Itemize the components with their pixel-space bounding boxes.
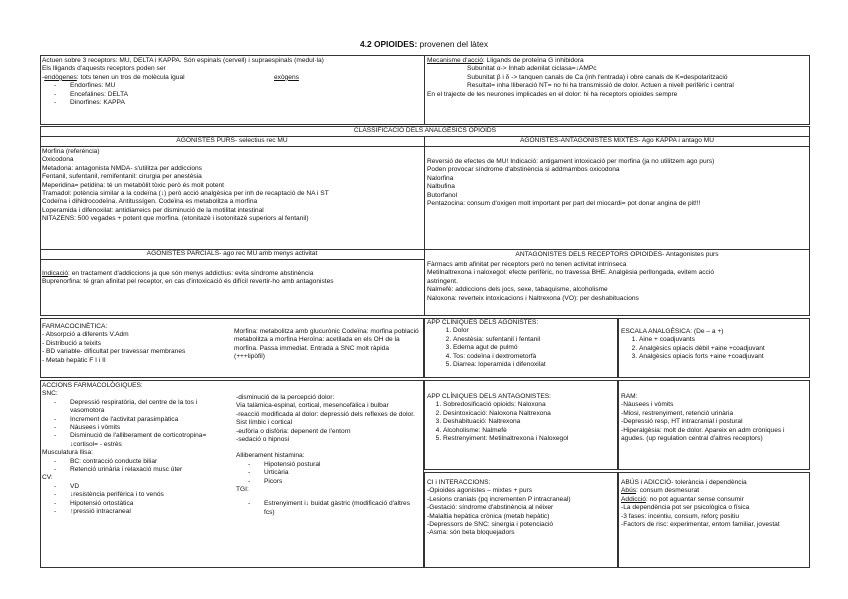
- purs-header: AGONISTES PURS- selectius rec MU: [176, 137, 288, 144]
- list-item: - Retenció urinària i relaxació musc úter: [42, 466, 234, 474]
- list-item: - BD variable- dificultat per travessar membranes: [42, 348, 186, 356]
- exo-label: exògens: [274, 73, 299, 81]
- list-item: - Urticària: [236, 469, 420, 477]
- mechanism-label: Mecanisme d'acció: [427, 57, 483, 64]
- mech-line: Subunitat β i δ -> tanquen canals de Ca (inh l'entrada) i obre canals de K=despolarització: [467, 73, 728, 81]
- divider: [40, 146, 424, 147]
- divider: [424, 146, 810, 147]
- list-item: -Lesions cranials (pq incrementen P intracraneal): [427, 495, 571, 503]
- list-item: - Dinorfines: KAPPA: [42, 99, 422, 107]
- divider: [424, 136, 425, 316]
- list-item: - Hipotensió ortostàtica: [42, 500, 234, 508]
- list-item: astringent.: [427, 277, 458, 285]
- list-item: - Hipotensió postural: [236, 461, 420, 469]
- list-item: -La dependència pot ser psicològica o física: [621, 504, 750, 512]
- list-item: -Depressió resp, HT intracranial i postural: [621, 418, 743, 426]
- intro-line1: Actuen sobre 3 receptors: MU, DELTA i KAPPA. Són espinals (cervell) i supraespinals (medul·la): [42, 57, 324, 64]
- classification-header: CLASSIFICACIÓ DELS ANALGÈSICS OPIOIDS: [353, 127, 497, 134]
- indication-label: Indicació: [42, 270, 69, 277]
- antagonistes-list: [427, 261, 807, 303]
- list-item: 2. Desintoxicació: Naloxona Naltrexona: [443, 410, 617, 418]
- addiccio-label: Addicció: [621, 495, 646, 503]
- intro-right: [427, 57, 807, 99]
- mixtes-header: AGONISTES-ANTAGONISTES MIXTES- Ago KAPPA i antago MU: [520, 137, 714, 144]
- item-text: Absorpció a diferents V.Adm: [45, 331, 129, 339]
- intro-left: [42, 57, 422, 107]
- list-item: - Encefalines: DELTA: [42, 91, 422, 99]
- list-item: -Miosi, restrenyiment, retenció urinària: [621, 409, 734, 417]
- item-text: Distribució a teixits: [46, 339, 101, 347]
- list-item: -Gestació: síndrome d'abstinència al néixer: [427, 504, 554, 512]
- item-text: BD variable- dificultat per travessar membranes: [46, 348, 186, 356]
- parcials-line2: Buprenorfina: té gran afinitat pel receptor, en cas d'intoxicació és difícil revertir-ho amb antagonistes: [42, 278, 334, 286]
- list-item: - BC: contracció conducte biliar: [42, 458, 234, 466]
- page-title-rest: provenen del làtex: [417, 39, 489, 49]
- list-item: - Absorpció a diferents V.Adm: [42, 331, 129, 339]
- list-item: -Nàusees i vòmits: [621, 401, 674, 409]
- list-item: 3. Deshabituació: Naltrexona: [443, 418, 617, 426]
- accions-title: ACCIONS FARMACOLÒGIQUES:: [42, 382, 143, 389]
- mid-line: -sedació o hipnosi: [236, 436, 290, 444]
- tgi-list: [236, 494, 420, 517]
- list-item: -Hiperalgèsia: molt de dolor. Apareix en adm cròniques i agudes. (up regulation central d'altres receptors): [621, 426, 785, 443]
- list-item: -Opioides agonistes – mixtes + purs: [427, 487, 533, 495]
- list-item: 1. Dolor: [453, 327, 617, 335]
- list-item: 2. Anestèsia: sufentanil i fentanil: [453, 336, 617, 344]
- mixtes-list: [427, 158, 807, 208]
- endo-rest: : tots tenen un tros de molècula igual: [76, 73, 185, 81]
- list-item: Nalbufina: [427, 183, 455, 191]
- list-item: Metilnaltrexona i naloxegol: efecte perifèric, no travessa BHE. Analgèsia perllongada, evitem acció: [427, 269, 714, 277]
- list-item: Pentazocina: consum d'oxigen molt important per part del miocardi= pot donar angina de pit!!!: [427, 200, 701, 208]
- hist-label: Alliberament histamina:: [236, 452, 305, 460]
- list-item: -Asma: són beta bloquejadors: [427, 529, 515, 537]
- cv-list: [42, 483, 234, 517]
- parcials-text: [42, 270, 422, 287]
- list-item: -Depressors de SNC: sinergia i potenciació: [427, 521, 554, 529]
- list-item: Morfina (referència): [42, 148, 100, 155]
- ram-title: RAM:: [621, 393, 638, 400]
- intro-endo-line: -endògenes: tots tenen un tros de molècula igual exògens: [42, 73, 299, 81]
- list-item: - ↑pressió intracraneal: [42, 508, 234, 516]
- divider: [40, 259, 424, 260]
- abus: [621, 479, 807, 529]
- list-item: Nalorfina: [427, 174, 454, 182]
- list-item: 3. Edema agut de pulmó: [453, 344, 617, 352]
- endo-label: endògenes: [44, 73, 77, 81]
- app-agonistes-title: APP CLÍNIQUES DELS AGONISTES:: [427, 319, 539, 326]
- mech-line: Resultat= inha lliberació NT= no hi ha transmissió de dolor. Actuen a nivell perifèric i central: [467, 82, 734, 90]
- list-item: 5. Restrenyiment: Metilnaltrexona i Naloxegol: [443, 435, 617, 443]
- mechanism-rest: : Lligands de proteïna G inhibidora: [482, 57, 584, 64]
- list-item: -3 fases: incentiu, consum, reforç positiu: [621, 512, 740, 520]
- list-item: 5. Diarrea: loperamida i difenoxilat: [453, 361, 617, 369]
- addiccio-line: [621, 496, 807, 504]
- list-item: - Distribució a teixits: [42, 339, 101, 347]
- list-item: Nalmefè: addiccions dels jocs, sexe, tabaquisme, alcoholisme: [427, 286, 608, 294]
- mech-last: En el trajecte de les neurones implicades en el dolor: hi ha receptors opioides sempre: [427, 90, 678, 98]
- list-item: Naloxona: reverteix intoxicacions i Naltrexona (VO): per deshabituacions: [427, 294, 639, 302]
- ci: [427, 479, 617, 538]
- mid-line: -reacció modificada al dolor: depressió dels reflexes de dolor. Sist límbic i cortical: [236, 410, 415, 427]
- list-item: Fentanil, sufentanil, remifentanil: cirurgia per anestèsia: [42, 173, 202, 181]
- page-title-bold: 4.2 OPIOIDES:: [359, 39, 418, 49]
- ci-title: CI i INTERACCIONS:: [427, 479, 491, 486]
- intro-divider: [424, 55, 425, 125]
- farmacocinetica-right: Morfina: metabolitza amb glucurònic Codeïna: morfina població metabolitza a morfina Heroïna: acetilada en els OH de la morfina. Passa immediat. Entrada a SNC molt ràpida (+++lipòfil): [234, 328, 419, 361]
- list-item: - Metab hepàtic F I i II: [42, 356, 106, 364]
- ram: [621, 393, 807, 443]
- snc-label: SNC:: [42, 390, 58, 398]
- list-item: Poden provocar síndrome d'abstinència si addmambos oxicodona: [427, 166, 620, 174]
- abus-line: [621, 487, 807, 495]
- mechanism-line: [427, 57, 807, 65]
- app-agonistes-list: [427, 327, 617, 369]
- item-text: Metab hepàtic F I i II: [46, 356, 106, 364]
- app-antagonistes-title: APP CLÍNIQUES DELS ANTAGONISTES:: [427, 393, 551, 400]
- list-item: - ↓resistència perifèrica i to venós: [42, 491, 234, 499]
- farmacocinetica-title: FARMACOCINÈTICA:: [42, 323, 108, 330]
- musc-label: Musculatura llisa:: [42, 449, 93, 457]
- list-item: Oxicodona: [42, 156, 74, 164]
- abus-title: ABÚS i ADICCIÓ- tolerància i dependència: [621, 479, 747, 486]
- list-item: Loperamida i difenoxilat: antidiarreics per disminució de la motilitat intestinal: [42, 206, 264, 214]
- list-item: - Nàusees i vòmits: [42, 424, 222, 432]
- mid-line: -disminució de la percepció dolor:: [236, 394, 335, 401]
- addiccio-rest: : no pot aguantar sense consumir: [645, 495, 744, 503]
- escala-title: ESCALA ANALGÈSICA: (De – a +): [621, 328, 724, 335]
- list-item: 3. Analgèsics opiacis forts +aine +coadjuvant: [639, 353, 809, 361]
- musc-list: [42, 458, 234, 475]
- list-item: - Estrenyiment i↓ buidat gàstric (modificació d'altres fcs): [236, 500, 420, 517]
- abus-rest: : consum desmesurat: [636, 487, 700, 495]
- list-item: Codeïna i dihidrocodeïna. Antitussígen. Codeïna es metabolitza a morfina: [42, 198, 258, 206]
- intro-line2: Els lligands d'aquests receptors poden ser: [42, 65, 166, 73]
- page-title: [0, 40, 848, 48]
- mid-line: Via talàmica-espinal, cortical, mesencefàlica i bulbar: [236, 402, 389, 410]
- parcials-header: AGONISTES PARCIALS- ago rec MU amb menys activitat: [146, 250, 318, 257]
- app-agonistes: [427, 319, 617, 369]
- escala: [621, 328, 809, 362]
- list-item: Tramadol: potència similar a la codeïna (↓) però acció analgèsica per inh de recaptació de NA i ST: [42, 190, 329, 198]
- list-item: Meperidina= petidina: té un metabòlit tòxic però és molt potent: [42, 181, 224, 189]
- list-item: NITAZENS: 500 vegades + potent que morfina. (etonitazè i isotonitazè superiors al fentanil): [42, 215, 309, 223]
- list-item: 2. Analgèsics opiacis dèbil +aine +coadjuvant: [639, 345, 809, 353]
- list-item: - Increment de l'activitat parasimpàtica: [42, 416, 222, 424]
- list-item: - Picors: [236, 478, 420, 486]
- list-item: - Depressió respiratòria, del centre de la tos i vasomotora: [42, 399, 222, 416]
- antagonistes-header: ANTAGONISTES DELS RECEPTORS OPIOIDES- Antagonistes purs: [515, 251, 719, 258]
- list-item: 4. Alcoholisme: Nalmefè: [443, 427, 617, 435]
- list-item: Fàrmacs amb afinitat per receptors però no tenen activitat intrínseca: [427, 261, 627, 268]
- spacer: [236, 444, 420, 452]
- list-item: Metadona: antagonista NMDA- s'utilitza per addiccions: [42, 164, 202, 172]
- hist-list: [236, 461, 420, 486]
- list-item: -Malaltia hepàtica crònica (metab hepàtic): [427, 512, 550, 520]
- list-item: -Factors de risc: experimentar, entorn familiar, jovestat: [621, 521, 780, 529]
- indication-rest: : en tractament d'addiccions ja que són menys addictius: evita síndrome abstinència: [68, 270, 314, 277]
- cv-label: CV:: [42, 474, 53, 482]
- list-item: Reversió de efectes de MU! Indicació: antigament intoxicació per morfina (ja no utilitzem ago purs): [427, 158, 715, 165]
- list-item: 4. Tos: codeïna i dextrometorfà: [453, 353, 617, 361]
- escala-list: [621, 336, 809, 361]
- snc-list: [42, 399, 222, 449]
- list-item: - Endorfines: MU: [42, 82, 422, 90]
- endo-list: [42, 82, 422, 107]
- abus-label: Abús: [621, 487, 637, 495]
- purs-list: [42, 148, 422, 224]
- list-item: 1. Aine + coadjuvants: [639, 336, 809, 344]
- tgi-label: TGI:: [236, 486, 249, 494]
- app-antagonistes: [427, 393, 617, 443]
- accions-mid: [236, 394, 420, 517]
- list-item: - Disminució de l'alliberament de corticotropina= ↓cortisol= - estrès: [42, 432, 222, 449]
- list-item: Butorfanol: [427, 191, 458, 199]
- accions-left: [42, 382, 234, 517]
- farmacocinetica-left: [42, 323, 232, 365]
- list-item: 1. Sobredosificació opioids: Naloxona: [443, 401, 617, 409]
- parcials-indication: [42, 270, 422, 278]
- mid-line: -eufòria o disfòria: depenent de l'entorn: [236, 427, 351, 435]
- mech-line: Subunitat α-> Inhab adenilat ciclasa=↓AMPc: [467, 65, 597, 73]
- list-item: - VD: [42, 483, 234, 491]
- app-antagonistes-list: [427, 401, 617, 443]
